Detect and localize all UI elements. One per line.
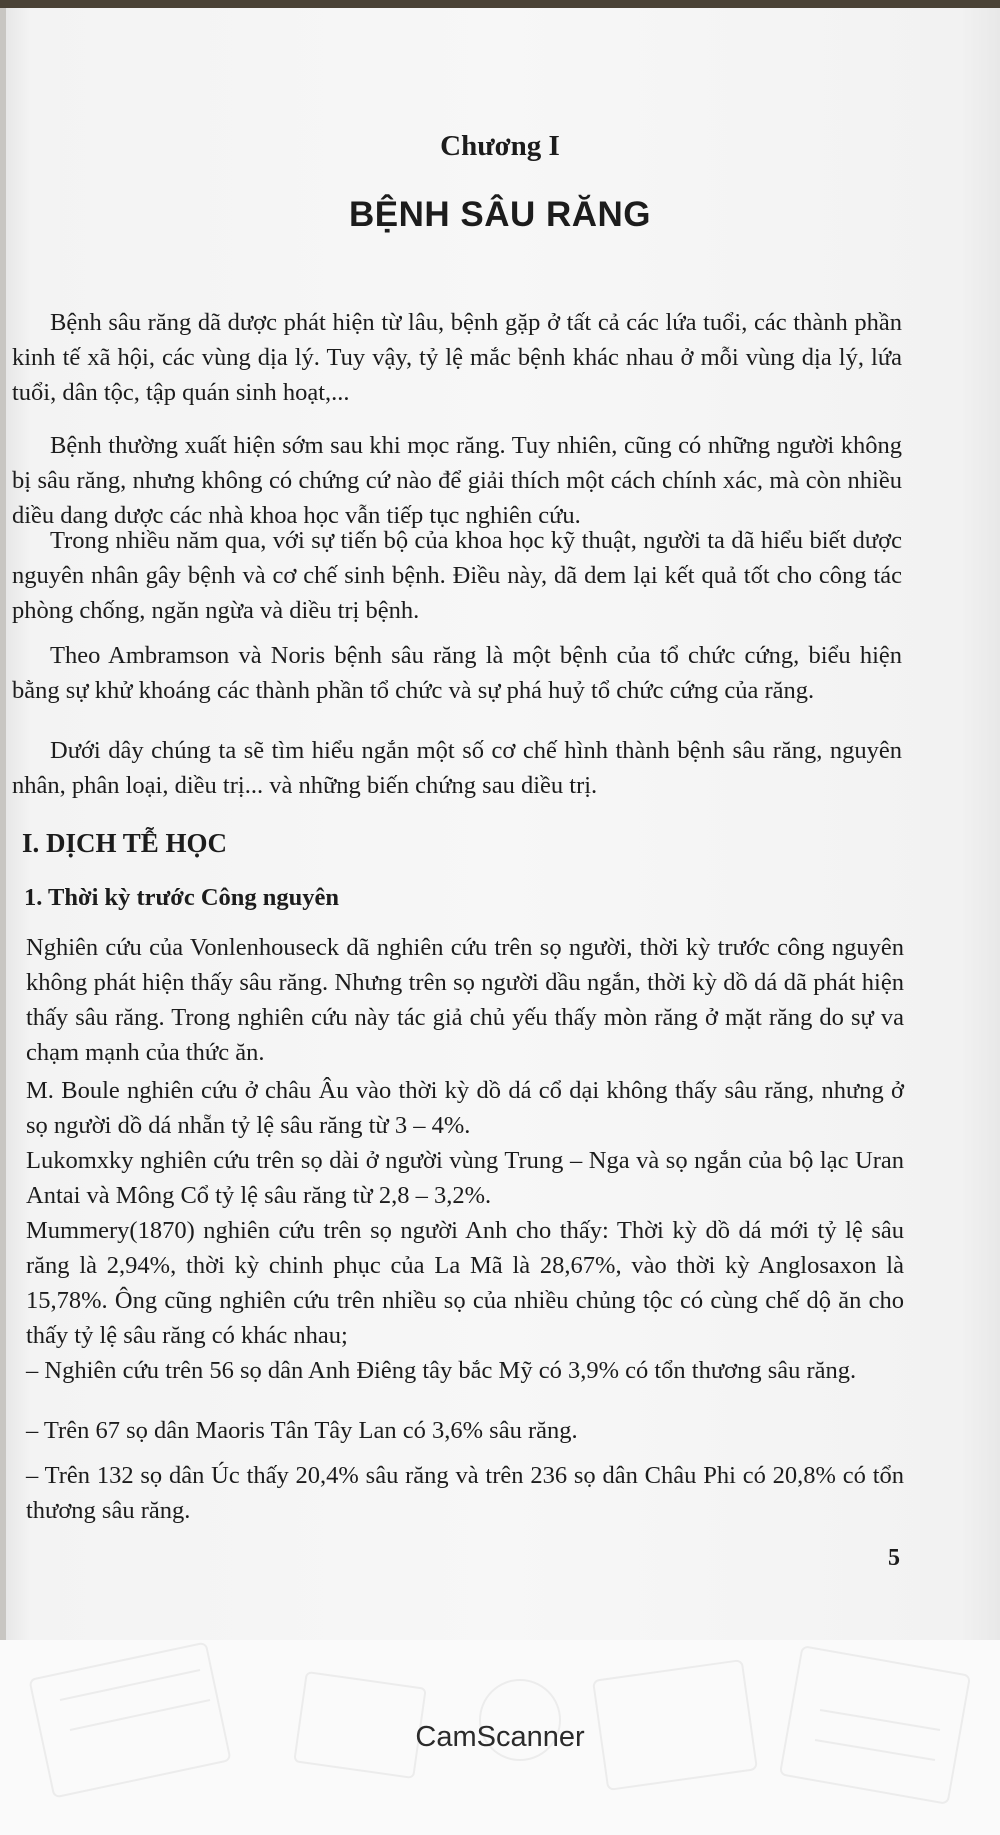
subsection-heading: 1. Thời kỳ trước Công nguyên [24, 884, 340, 911]
intro-paragraph: Theo Ambramson và Noris bệnh sâu răng là một bệnh của tổ chức cứng, biểu hiện bằng sự khử khoáng các thành phần tổ chức và sự phá huỷ tổ chức cứng của răng. [12, 642, 902, 704]
body-paragraph: Nghiên cứu của Vonlenhouseck dã nghiên cứu trên sọ người, thời kỳ trước công nguyên không phát hiện thấy sâu răng. Nhưng trên sọ người dầu ngắn, thời kỳ dồ dá dã phát hiện thấy sâu răng. Trong nghiên cứu này tác giả chủ yếu thấy mòn răng ở mặt răng do sự va chạm mạnh của thức ăn. [26, 934, 904, 1066]
list-item: – Trên 132 sọ dân Úc thấy 20,4% sâu răng và trên 236 sọ dân Châu Phi có 20,8% có tổn thương sâu răng. [26, 1462, 904, 1524]
chapter-label: Chương I [440, 130, 560, 162]
book-page [0, 8, 1000, 1640]
camscanner-logo-text: CamScanner [415, 1721, 585, 1753]
chapter-title: BỆNH SÂU RĂNG [348, 195, 652, 234]
list-item: – Trên 67 sọ dân Maoris Tân Tây Lan có 3,6% sâu răng. [26, 1417, 578, 1444]
scan-top-edge [0, 0, 1000, 8]
body-paragraph: Mummery(1870) nghiên cứu trên sọ người Anh cho thấy: Thời kỳ dồ dá mới tỷ lệ sâu răng là 2,94%, thời kỳ chinh phục của La Mã là 28,67%, vào thời kỳ Anglosaxon là 15,78%. Ông cũng nghiên cứu trên nhiều sọ của nhiều chủng tộc có cùng chế dộ ăn cho thấy tỷ lệ sâu răng có khác nhau; [26, 1217, 904, 1349]
body-paragraph: Lukomxky nghiên cứu trên sọ dài ở người vùng Trung – Nga và sọ ngắn của bộ lạc Uran Antai và Mông Cổ tỷ lệ sâu răng từ 2,8 – 3,2%. [26, 1147, 904, 1209]
page-number: 5 [888, 1545, 900, 1571]
section-heading: I. DỊCH TỄ HỌC [22, 828, 228, 858]
list-item: – Nghiên cứu trên 56 sọ dân Anh Điêng tây bắc Mỹ có 3,9% có tổn thương sâu răng. [26, 1357, 857, 1384]
intro-paragraph: Bệnh sâu răng dã dược phát hiện từ lâu, bệnh gặp ở tất cả các lứa tuổi, các thành phần kinh tế xã hội, các vùng dịa lý. Tuy vậy, tỷ lệ mắc bệnh khác nhau ở mỗi vùng dịa lý, lứa tuổi, dân tộc, tập quán sinh hoạt,... [12, 309, 902, 406]
body-paragraph: M. Boule nghiên cứu ở châu Âu vào thời kỳ dồ dá cổ dại không thấy sâu răng, nhưng ở sọ người dồ dá nhẵn tỷ lệ sâu răng từ 3 – 4%. [26, 1077, 904, 1139]
intro-paragraph: Trong nhiều năm qua, với sự tiến bộ của khoa học kỹ thuật, người ta dã hiểu biết dược nguyên nhân gây bệnh và cơ chế sinh bệnh. Điều này, dã dem lại kết quả tốt cho công tác phòng chống, ngăn ngừa và diều trị bệnh. [12, 527, 902, 624]
page-binding-edge [0, 8, 6, 1640]
intro-paragraph: Dưới dây chúng ta sẽ tìm hiểu ngắn một số cơ chế hình thành bệnh sâu răng, nguyên nhân, phân loại, diều trị... và những biến chứng sau diều trị. [12, 737, 902, 799]
intro-paragraph: Bệnh thường xuất hiện sớm sau khi mọc răng. Tuy nhiên, cũng có những người không bị sâu răng, nhưng không có chứng cứ nào để giải thích một cách chính xác, mà còn nhiều diều dang dược các nhà khoa học vẫn tiếp tục nghiên cứu. [12, 432, 902, 529]
